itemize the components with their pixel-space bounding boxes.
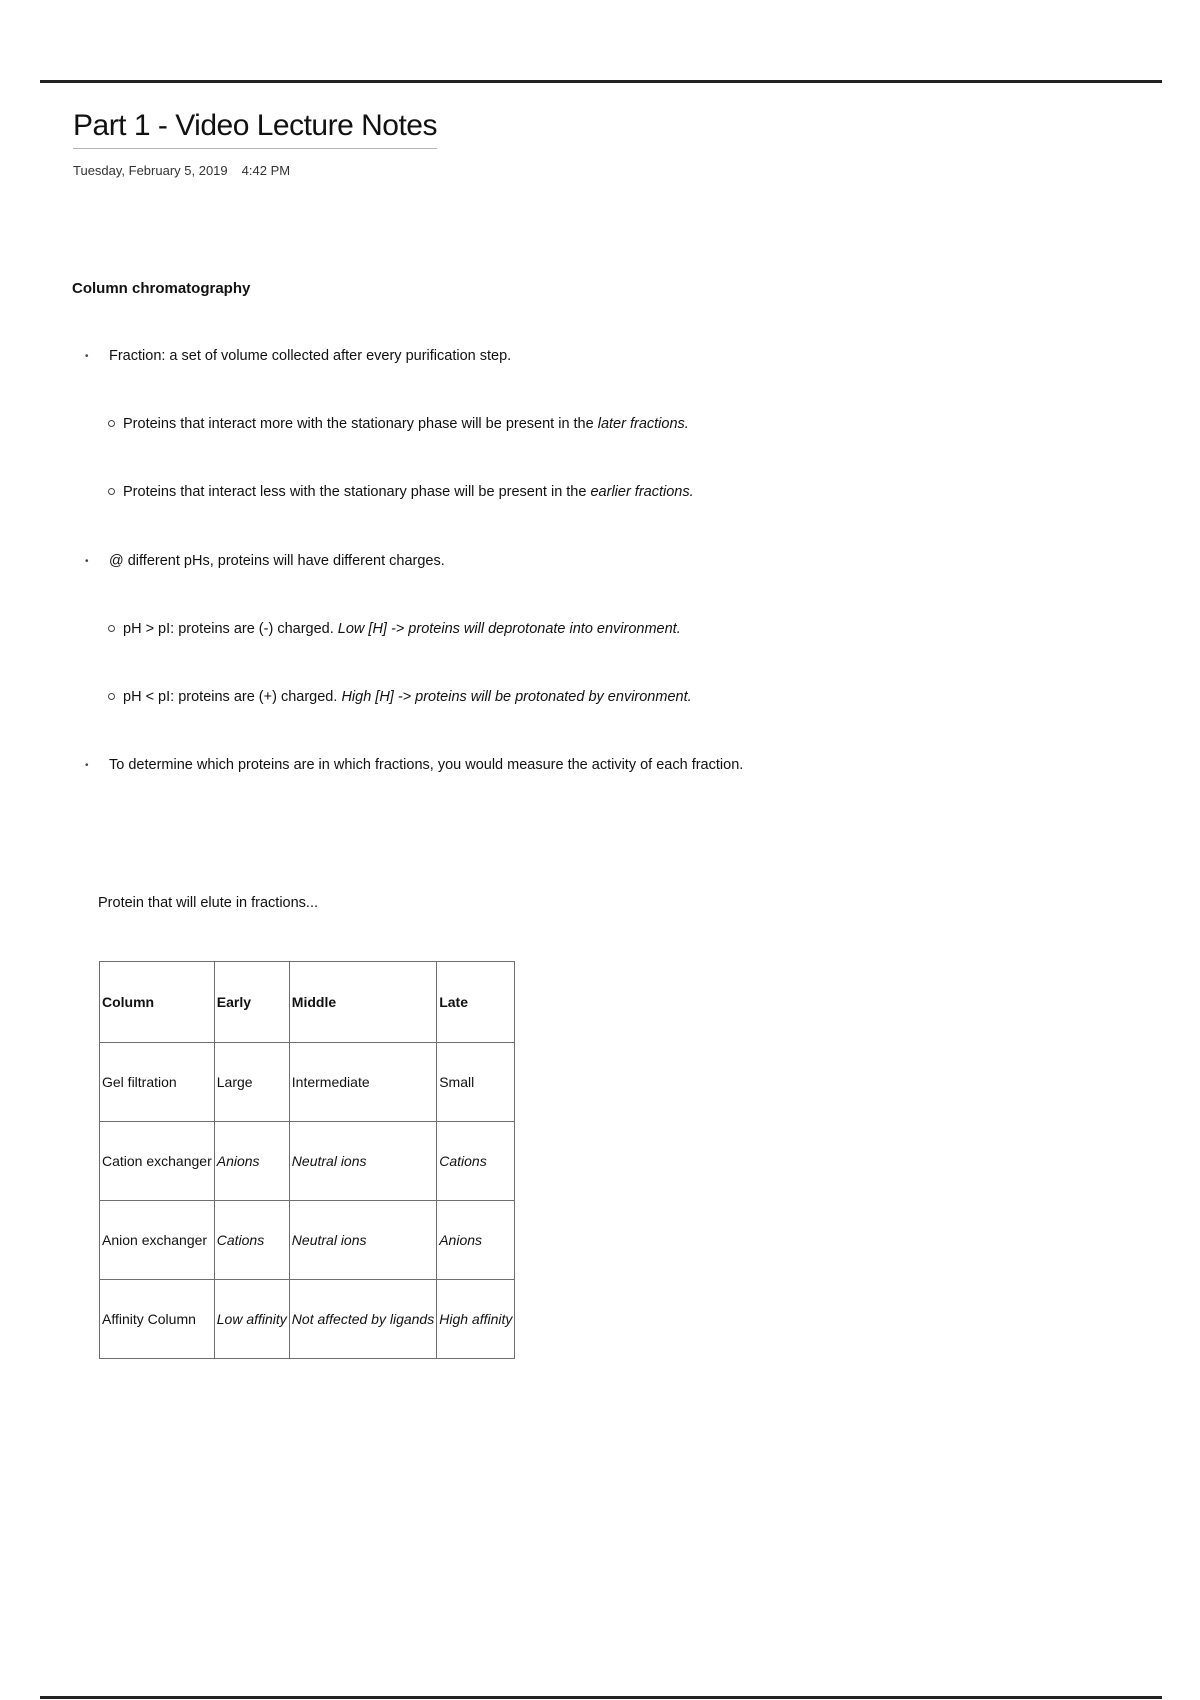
header-early: Early <box>214 962 289 1043</box>
sub-bullet-emphasis: earlier fractions. <box>590 484 694 500</box>
bullet-text: Fraction: a set of volume collected after every purification step. <box>109 348 512 364</box>
table-cell: Not affected by ligands <box>289 1280 436 1359</box>
bullet-text: @ different pHs, proteins will have different charges. <box>109 553 445 569</box>
bullet-dot-icon: • <box>85 759 89 771</box>
table-cell: Anions <box>437 1201 515 1280</box>
page-time: 4:42 PM <box>241 163 291 178</box>
table-cell: Anions <box>214 1122 289 1201</box>
sub-bullet-text: Proteins that interact less with the stationary phase will be present in the <box>123 484 587 500</box>
header-column: Column <box>100 962 215 1043</box>
page-title: Part 1 - Video Lecture Notes <box>73 108 437 149</box>
top-divider <box>40 80 1162 83</box>
table-row <box>100 1201 515 1280</box>
sub-bullet-text: pH > pI: proteins are (-) charged. <box>123 621 334 637</box>
bullet-circle-icon <box>108 419 123 430</box>
bullet-measure-activity <box>85 757 743 773</box>
page-date: Tuesday, February 5, 2019 <box>73 163 228 178</box>
sub-bullet-earlier-fractions <box>108 484 694 500</box>
table-cell: Gel filtration <box>100 1043 215 1122</box>
bullet-fraction <box>85 348 511 364</box>
header-late: Late <box>437 962 515 1043</box>
bullet-text: To determine which proteins are in which fractions, you would measure the activity of each fraction. <box>109 757 744 773</box>
header-middle: Middle <box>289 962 436 1043</box>
sub-bullet-text: Proteins that interact more with the stationary phase will be present in the <box>123 416 594 432</box>
bottom-divider <box>40 1696 1162 1699</box>
table-cell: Neutral ions <box>289 1201 436 1280</box>
table-cell: Large <box>214 1043 289 1122</box>
section-heading: Column chromatography <box>72 280 251 297</box>
sub-bullet-ph-below-pi <box>108 689 692 705</box>
table-cell: Intermediate <box>289 1043 436 1122</box>
table-cell: Low affinity <box>214 1280 289 1359</box>
sub-bullet-ph-above-pi <box>108 621 681 637</box>
table-header-row <box>100 962 515 1043</box>
table-intro: Protein that will elute in fractions... <box>98 895 319 911</box>
table-cell: High affinity <box>437 1280 515 1359</box>
table-cell: Cation exchanger <box>100 1122 215 1201</box>
sub-bullet-later-fractions <box>108 416 689 432</box>
table-cell: Anion exchanger <box>100 1201 215 1280</box>
table-row <box>100 1122 515 1201</box>
sub-bullet-emphasis: Low [H] -> proteins will deprotonate into environment. <box>337 621 681 637</box>
bullet-circle-icon <box>108 624 123 635</box>
page-timestamp <box>73 163 290 178</box>
bullet-circle-icon <box>108 487 123 498</box>
bullet-ph-charges <box>85 553 445 569</box>
bullet-circle-icon <box>108 692 123 703</box>
table-cell: Small <box>437 1043 515 1122</box>
bullet-dot-icon: • <box>85 555 89 567</box>
bullet-dot-icon: • <box>85 350 89 362</box>
table-cell: Cations <box>437 1122 515 1201</box>
table-row <box>100 1043 515 1122</box>
table-cell: Cations <box>214 1201 289 1280</box>
elution-table <box>99 961 515 1359</box>
sub-bullet-emphasis: High [H] -> proteins will be protonated by environment. <box>341 689 692 705</box>
sub-bullet-emphasis: later fractions. <box>597 416 689 432</box>
table-cell: Affinity Column <box>100 1280 215 1359</box>
sub-bullet-text: pH < pI: proteins are (+) charged. <box>123 689 338 705</box>
table-row <box>100 1280 515 1359</box>
table-cell: Neutral ions <box>289 1122 436 1201</box>
